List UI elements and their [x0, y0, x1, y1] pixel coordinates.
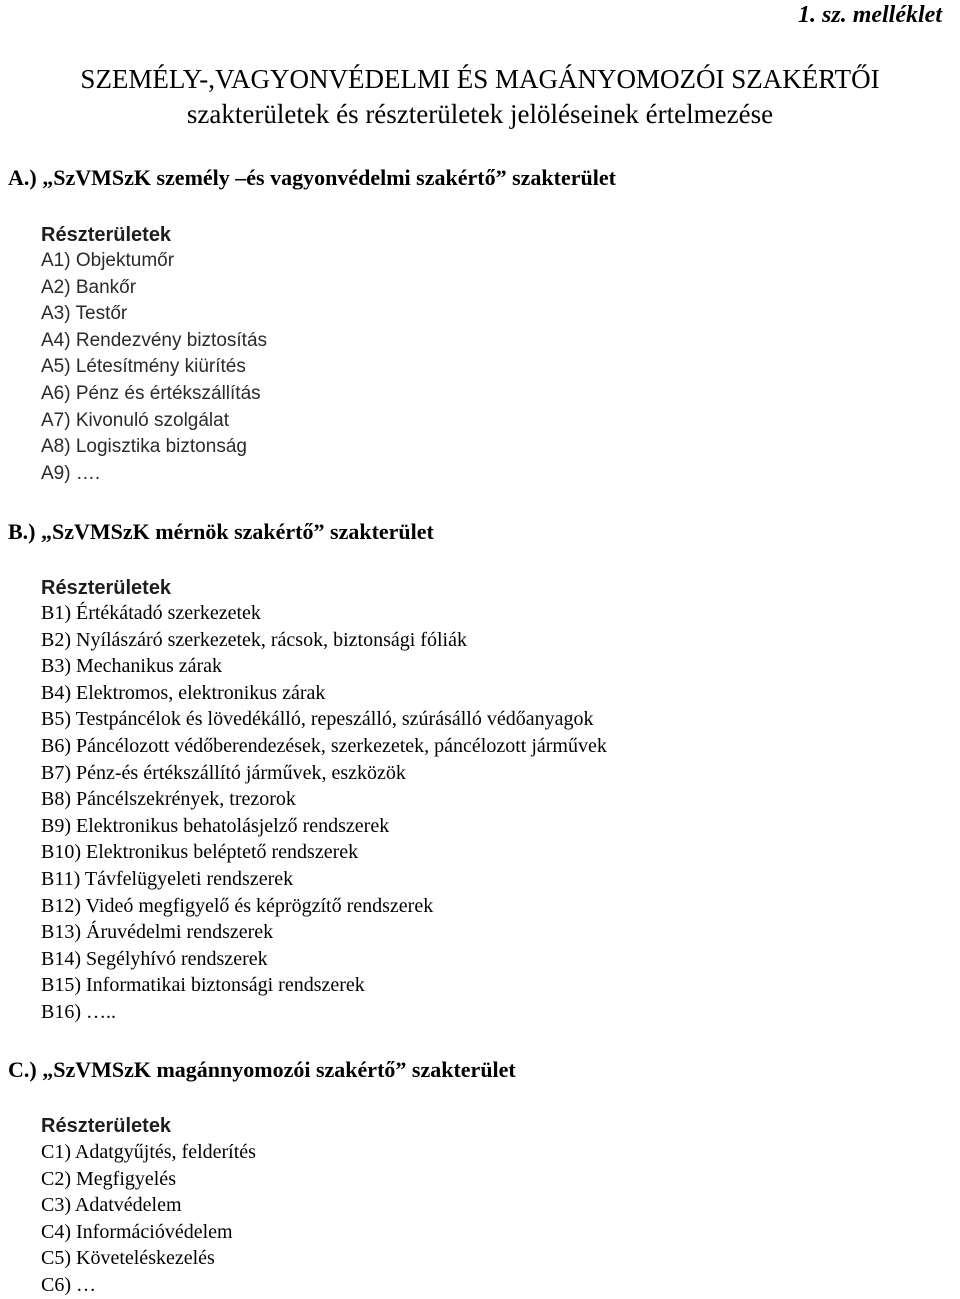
section-b-subareas-label: Részterületek — [41, 577, 172, 599]
annex-label: 1. sz. melléklet — [798, 2, 942, 28]
list-item: B13) Áruvédelmi rendszerek — [41, 921, 274, 944]
list-item: A8) Logisztika biztonság — [41, 436, 247, 458]
section-a-subareas-label: Részterületek — [41, 224, 172, 246]
section-c-subarea-list — [41, 1139, 256, 1299]
list-item: C6) … — [41, 1273, 96, 1296]
section-c-heading: C.) „SzVMSzK magánnyomozói szakértő” szakterület — [8, 1057, 516, 1082]
section-a-heading: A.) „SzVMSzK személy –és vagyonvédelmi szakértő” szakterület — [8, 165, 616, 190]
list-item: C4) Információvédelem — [41, 1220, 233, 1243]
title-line-2: szakterületek és részterületek jelöléseinek értelmezése — [186, 99, 774, 129]
list-item: B10) Elektronikus beléptető rendszerek — [41, 841, 359, 864]
list-item: A5) Létesítmény kiürítés — [41, 356, 246, 378]
list-item: A7) Kivonuló szolgálat — [41, 409, 229, 431]
list-item: C3) Adatvédelem — [41, 1194, 182, 1217]
list-item: B8) Páncélszekrények, trezorok — [41, 788, 296, 811]
document-title — [0, 62, 960, 132]
list-item: B11) Távfelügyeleti rendszerek — [41, 867, 294, 890]
list-item: B5) Testpáncélok és lövedékálló, repeszálló, szúrásálló védőanyagok — [41, 708, 594, 731]
list-item: B16) ….. — [41, 1000, 116, 1023]
section-b-heading: B.) „SzVMSzK mérnök szakértő” szakterület — [8, 519, 434, 544]
list-item: B15) Informatikai biztonsági rendszerek — [41, 974, 365, 997]
list-item: B9) Elektronikus behatolásjelző rendszerek — [41, 814, 390, 837]
list-item: A1) Objektumőr — [41, 250, 175, 271]
list-item: A9) …. — [41, 462, 101, 484]
list-item: B6) Páncélozott védőberendezések, szerkezetek, páncélozott járművek — [41, 734, 607, 757]
list-item: C2) Megfigyelés — [41, 1167, 176, 1190]
section-c-subareas-label: Részterületek — [41, 1115, 172, 1137]
list-item: B2) Nyílászáró szerkezetek, rácsok, biztonsági fóliák — [41, 628, 467, 651]
list-item: C1) Adatgyűjtés, felderítés — [41, 1141, 256, 1163]
list-item: B7) Pénz-és értékszállító járművek, eszközök — [41, 761, 406, 784]
list-item: A3) Testőr — [41, 303, 128, 325]
list-item: A6) Pénz és értékszállítás — [41, 382, 261, 404]
title-line-1: SZEMÉLY-,VAGYONVÉDELMI ÉS MAGÁNYOMOZÓI SZAKÉRTŐI — [80, 64, 880, 94]
list-item: B1) Értékátadó szerkezetek — [41, 602, 261, 624]
list-item: B3) Mechanikus zárak — [41, 655, 223, 678]
section-b-subarea-list — [41, 600, 607, 1026]
list-item: B14) Segélyhívó rendszerek — [41, 947, 268, 970]
list-item: B12) Videó megfigyelő és képrögzítő rendszerek — [41, 894, 434, 917]
list-item: C5) Követeléskezelés — [41, 1247, 215, 1270]
list-item: B4) Elektromos, elektronikus zárak — [41, 681, 326, 704]
section-a-subarea-list — [41, 248, 267, 487]
list-item: A2) Bankőr — [41, 276, 137, 298]
list-item: A4) Rendezvény biztosítás — [41, 329, 268, 351]
